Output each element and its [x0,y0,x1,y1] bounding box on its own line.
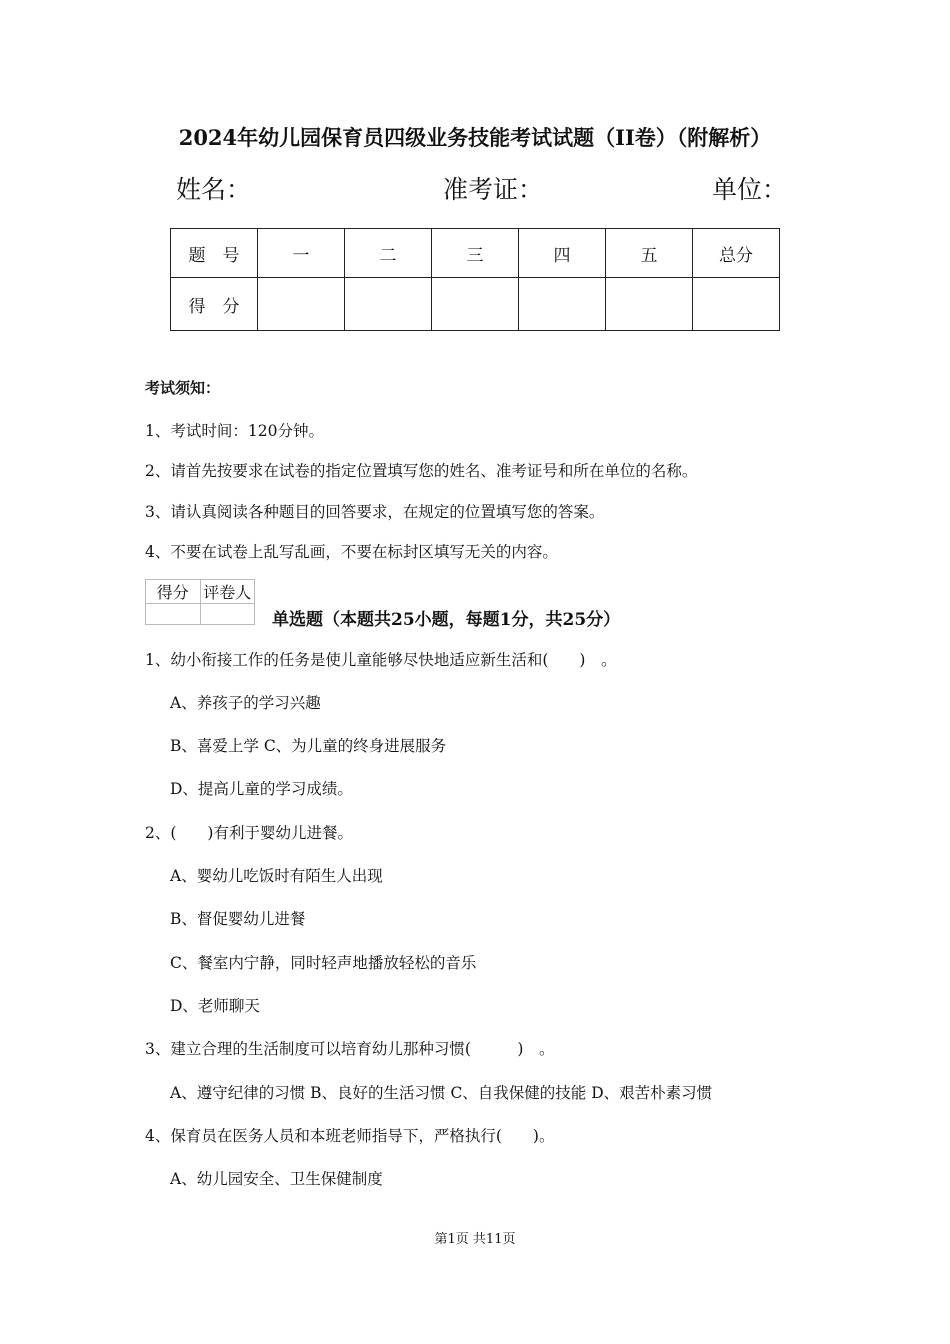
question-option: C、餐室内宁静，同时轻声地播放轻松的音乐 [170,954,477,972]
page-title: 2024年幼儿园保育员四级业务技能考试试题（II卷）（附解析） [178,125,772,150]
score-row-label: 得 分 [171,278,258,331]
unit-field-label: 单位： [712,175,788,204]
page-footer: 第1页 共11页 [434,1232,516,1247]
score-cell [606,278,693,331]
section-title: 单选题（本题共25小题，每题1分，共25分） [272,610,621,630]
grader-table [145,579,255,625]
question-option: D、提高儿童的学习成绩。 [170,780,353,798]
score-cell [258,278,345,331]
question-option: D、老师聊天 [170,997,260,1015]
notice-heading: 考试须知： [145,379,221,397]
question-option: A、婴幼儿吃饭时有陌生人出现 [170,867,383,885]
score-cell [519,278,606,331]
score-table-header-row [171,229,780,278]
exam-id-field-label: 准考证： [443,175,544,204]
score-header-cell: 一 [258,229,345,278]
question-stem: 2、( )有利于婴幼儿进餐。 [145,824,353,842]
score-cell [693,278,780,331]
score-cell [345,278,432,331]
score-table-score-row [171,278,780,331]
score-header-cell: 三 [432,229,519,278]
grader-reviewer-cell [200,604,255,625]
score-header-cell: 题 号 [171,229,258,278]
question-option: B、督促婴幼儿进餐 [170,910,306,928]
question-stem: 3、建立合理的生活制度可以培育幼儿那种习惯( ) 。 [145,1040,555,1058]
notice-item: 4、不要在试卷上乱写乱画，不要在标封区填写无关的内容。 [145,543,558,561]
question-stem: 4、保育员在医务人员和本班老师指导下，严格执行( )。 [145,1127,555,1145]
notice-item: 1、考试时间：120分钟。 [145,422,324,440]
question-option: A、幼儿园安全、卫生保健制度 [170,1170,383,1188]
grader-score-label: 得分 [146,580,201,604]
score-header-cell: 总分 [693,229,780,278]
score-header-cell: 二 [345,229,432,278]
question-stem: 1、幼小衔接工作的任务是使儿童能够尽快地适应新生活和( ) 。 [145,651,617,669]
question-option: A、养孩子的学习兴趣 [170,694,321,712]
score-header-cell: 四 [519,229,606,278]
notice-item: 3、请认真阅读各种题目的回答要求，在规定的位置填写您的答案。 [145,503,605,521]
grader-reviewer-label: 评卷人 [200,580,255,604]
name-field-label: 姓名： [176,175,252,204]
score-header-cell: 五 [606,229,693,278]
score-table [170,228,780,331]
score-cell [432,278,519,331]
question-option: B、喜爱上学 C、为儿童的终身进展服务 [170,737,447,755]
question-option: A、遵守纪律的习惯 B、良好的生活习惯 C、自我保健的技能 D、艰苦朴素习惯 [170,1084,713,1102]
notice-item: 2、请首先按要求在试卷的指定位置填写您的姓名、准考证号和所在单位的名称。 [145,462,698,480]
grader-score-cell [146,604,201,625]
